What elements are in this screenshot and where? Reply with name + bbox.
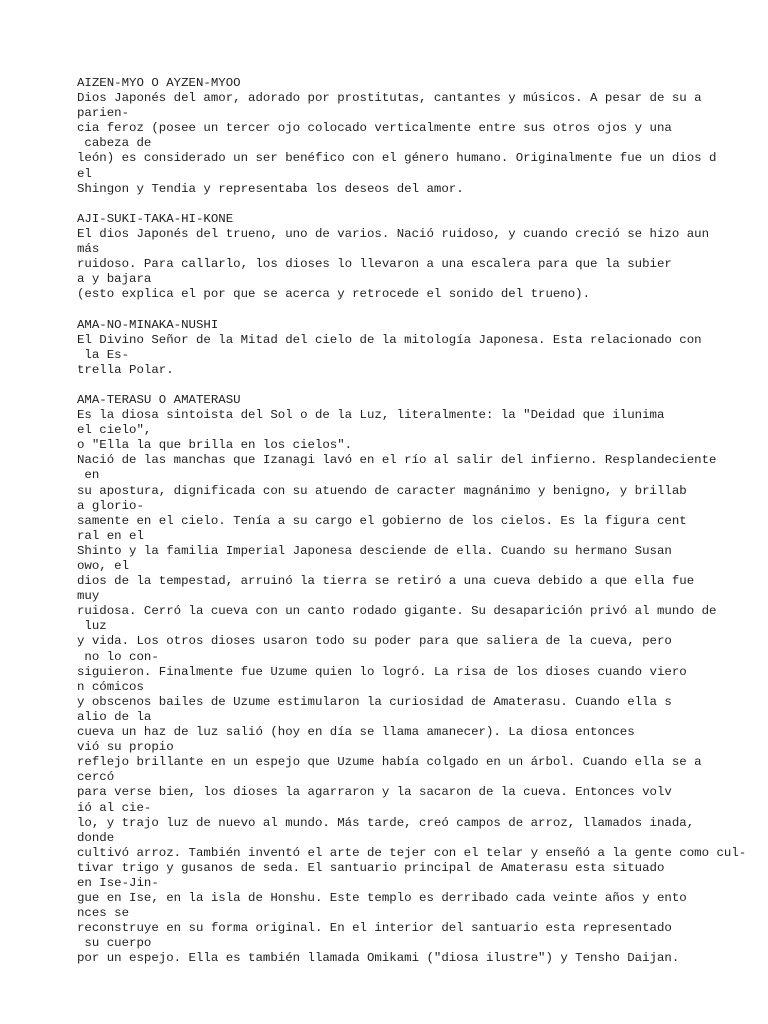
entry-line: El Divino Señor de la Mitad del cielo de la mitología Japonesa. Esta relacionado con — [77, 332, 702, 347]
entry-line: en — [77, 468, 100, 483]
entry-line: o "Ella la que brilla en los cielos". — [77, 438, 353, 453]
entry-line: cia feroz (posee un tercer ojo colocado verticalmente entre sus otros ojos y una — [77, 121, 672, 136]
paragraph-gap — [77, 197, 767, 212]
entry-line: no lo con- — [77, 649, 159, 664]
entry-title: AIZEN-MYO O AYZEN-MYOO — [77, 76, 241, 90]
entry-line: gue en Ise, en la isla de Honshu. Este templo es derribado cada veinte años y ento — [77, 891, 687, 906]
entry-line: el cielo", — [77, 423, 152, 438]
entry-line: siguieron. Finalmente fue Uzume quien lo logró. La risa de los dioses cuando viero — [77, 664, 687, 679]
entry-line: el — [77, 166, 92, 181]
entry-line: a glorio- — [77, 498, 144, 513]
paragraph-gap — [77, 302, 767, 317]
entry-line: león) es considerado un ser benéfico con el género humano. Originalmente fue un dios d — [77, 151, 717, 166]
entry-line: samente en el cielo. Tenía a su cargo el gobierno de los cielos. Es la figura cent — [77, 513, 687, 528]
entry-line: y obscenos bailes de Uzume estimularon la curiosidad de Amaterasu. Cuando ella s — [77, 694, 672, 709]
entry-line: Es la diosa sintoista del Sol o de la Luz, literalmente: la "Deidad que ilunima — [77, 408, 665, 423]
entry-line: muy — [77, 589, 100, 604]
entry-line: ruidosa. Cerró la cueva con un canto rodado gigante. Su desaparición privó al mundo de — [77, 604, 717, 619]
entry-line: a y bajara — [77, 272, 152, 287]
entry-title: AMA-TERASU O AMATERASU — [77, 392, 241, 407]
entry-line: cueva un haz de luz salió (hoy en día se llama amanecer). La diosa entonces — [77, 725, 635, 740]
entry-line: Nació de las manchas que Izanagi lavó en el río al salir del infierno. Resplandeciente — [77, 453, 717, 468]
entry-line: lo, y trajo luz de nuevo al mundo. Más tarde, creó campos de arroz, llamados inada, — [77, 815, 695, 830]
entry-line: (esto explica el por que se acerca y retrocede el sonido del trueno). — [77, 287, 591, 302]
entry-line: y vida. Los otros dioses usaron todo su poder para que saliera de la cueva, pero — [77, 634, 672, 649]
entry-line: trella Polar. — [77, 362, 174, 377]
document-text — [77, 76, 767, 967]
entry-line: ral en el — [77, 528, 144, 543]
entry-line: alio de la — [77, 709, 152, 724]
paragraph-gap — [77, 378, 767, 393]
entry-line: vió su propio — [77, 740, 174, 755]
entry-line: parien- — [77, 106, 130, 121]
entry-line: n cómicos — [77, 679, 144, 694]
entry-line: su apostura, dignificada con su atuendo de caracter magnánimo y benigno, y brillab — [77, 483, 687, 498]
entry-line: Dios Japonés del amor, adorado por prostitutas, cantantes y músicos. A pesar de su a — [77, 91, 702, 106]
entry-line: tivar trigo y gusanos de seda. El santuario principal de Amaterasu esta situado — [77, 860, 665, 875]
entry-title: AMA-NO-MINAKA-NUSHI — [77, 317, 219, 332]
entry-line: reconstruye en su forma original. En el interior del santuario esta representado — [77, 921, 672, 936]
entry-line: Shingon y Tendia y representaba los deseos del amor. — [77, 181, 464, 196]
entry-title: AJI-SUKI-TAKA-HI-KONE — [77, 211, 234, 226]
entry-line: por un espejo. Ella es también llamada Omikami ("diosa ilustre") y Tensho Daijan. — [77, 951, 680, 966]
entry-line: para verse bien, los dioses la agarraron y la sacaron de la cueva. Entonces volv — [77, 785, 672, 800]
entry-line: dios de la tempestad, arruinó la tierra se retiró a una cueva debido a que ella fue — [77, 574, 695, 589]
entry-line: la Es- — [77, 347, 130, 362]
entry-line: El dios Japonés del trueno, uno de varios. Nació ruidoso, y cuando creció se hizo aun — [77, 226, 710, 241]
entry-line: nces se — [77, 906, 130, 921]
entry-line: luz — [77, 619, 107, 634]
entry-line: owo, el — [77, 559, 130, 573]
entry-line: cabeza de — [77, 136, 152, 151]
entry-line: ruidoso. Para callarlo, los dioses lo llevaron a una escalera para que la subier — [77, 257, 672, 272]
entry-line: cultivó arroz. También inventó el arte de tejer con el telar y enseñó a la gente como cul- — [77, 845, 747, 860]
entry-line: más — [77, 242, 100, 257]
entry-line: en Ise-Jin- — [77, 875, 159, 890]
entry-line: Shinto y la familia Imperial Japonesa desciende de ella. Cuando su hermano Susan — [77, 543, 672, 558]
entry-line: ió al cie- — [77, 800, 152, 815]
entry-line: reflejo brillante en un espejo que Uzume había colgado en un árbol. Cuando ella se a — [77, 755, 702, 770]
entry-line: cercó — [77, 770, 115, 785]
entry-line: donde — [77, 830, 115, 845]
entry-line: su cuerpo — [77, 936, 152, 951]
